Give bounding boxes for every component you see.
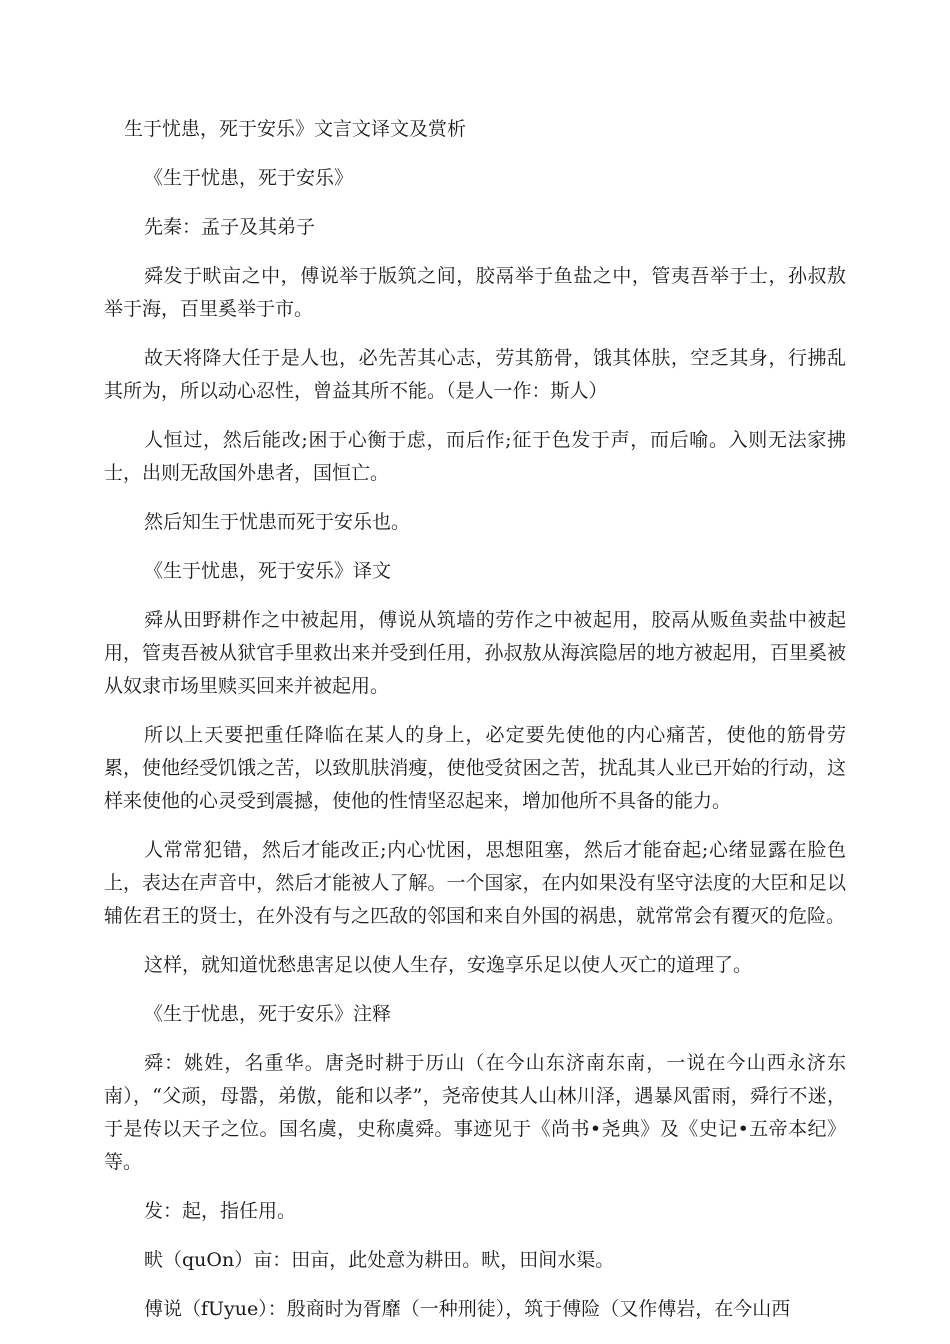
paragraph-original-1: 舜发于畎亩之中，傅说举于版筑之间，胶鬲举于鱼盐之中，管夷吾举于士，孙叔敖举于海，百里奚举于市。 [104,265,846,320]
paragraph-translation-1: 舜从田野耕作之中被起用，傅说从筑墙的劳作之中被起用，胶鬲从贩鱼卖盐中被起用，管夷吾被从狱官手里救出来并受到任用，孙叔敖从海滨隐居的地方被起用，百里奚被从奴隶市场里赎买回来并被起用。 [104,609,846,697]
document-body [104,113,846,1342]
paragraph-note-fa: 发：起，指任用。 [144,1200,297,1222]
section-heading-notes: 《生于忧患，死于安乐》注释 [144,1003,392,1025]
section-heading-translation: 《生于忧患，死于安乐》译文 [144,560,392,582]
paragraph-source-title: 《生于忧患，死于安乐》 [144,167,354,189]
paragraph-note-quanmu: 畎（quOn）亩：田亩，此处意为耕田。畎，田间水渠。 [144,1249,615,1271]
paragraph-note-fuyue: 傅说（fUyue）：殷商时为胥靡（一种刑徒），筑于傅险（又作傅岩，在今山西 [144,1298,791,1320]
paragraph-note-shun: 舜：姚姓，名重华。唐尧时耕于历山（在今山东济南东南，一说在今山西永济东南），“父顽，母嚣，弟傲，能和以孝”，尧帝使其人山林川泽，遇暴风雷雨，舜行不迷，于是传以天子之位。国名虞，史称虞舜。事迹见于《尚书•尧典》及《史记•五帝本纪》等。 [104,1052,846,1173]
paragraph-original-2: 故天将降大任于是人也，必先苦其心志，劳其筋骨，饿其体肤，空乏其身，行拂乱其所为，所以动心忍性，曾益其所不能。（是人一作：斯人） [104,347,846,402]
paragraph-translation-2: 所以上天要把重任降临在某人的身上，必定要先使他的内心痛苦，使他的筋骨劳累，使他经受饥饿之苦，以致肌肤消瘦，使他受贫困之苦，扰乱其人业已开始的行动，这样来使他的心灵受到震撼，使他的性情坚忍起来，增加他所不具备的能力。 [104,724,846,812]
paragraph-translation-4: 这样，就知道忧愁患害足以使人生存，安逸享乐足以使人灭亡的道理了。 [144,954,753,976]
document-title: 生于忧患，死于安乐》文言文译文及赏析 [124,118,467,140]
paragraph-translation-3: 人常常犯错，然后才能改正;内心忧困，思想阻塞，然后才能奋起;心绪显露在脸色上，表达在声音中，然后才能被人了解。一个国家，在内如果没有坚守法度的大臣和足以辅佐君王的贤士，在外没有与之匹敌的邻国和来自外国的祸患，就常常会有覆灭的危险。 [104,839,846,927]
paragraph-original-3: 人恒过，然后能改;困于心衡于虑，而后作;征于色发于声，而后喻。入则无法家拂士，出则无敌国外患者，国恒亡。 [104,429,846,484]
paragraph-original-4: 然后知生于忧患而死于安乐也。 [144,511,411,533]
paragraph-author: 先秦：孟子及其弟子 [144,216,316,238]
